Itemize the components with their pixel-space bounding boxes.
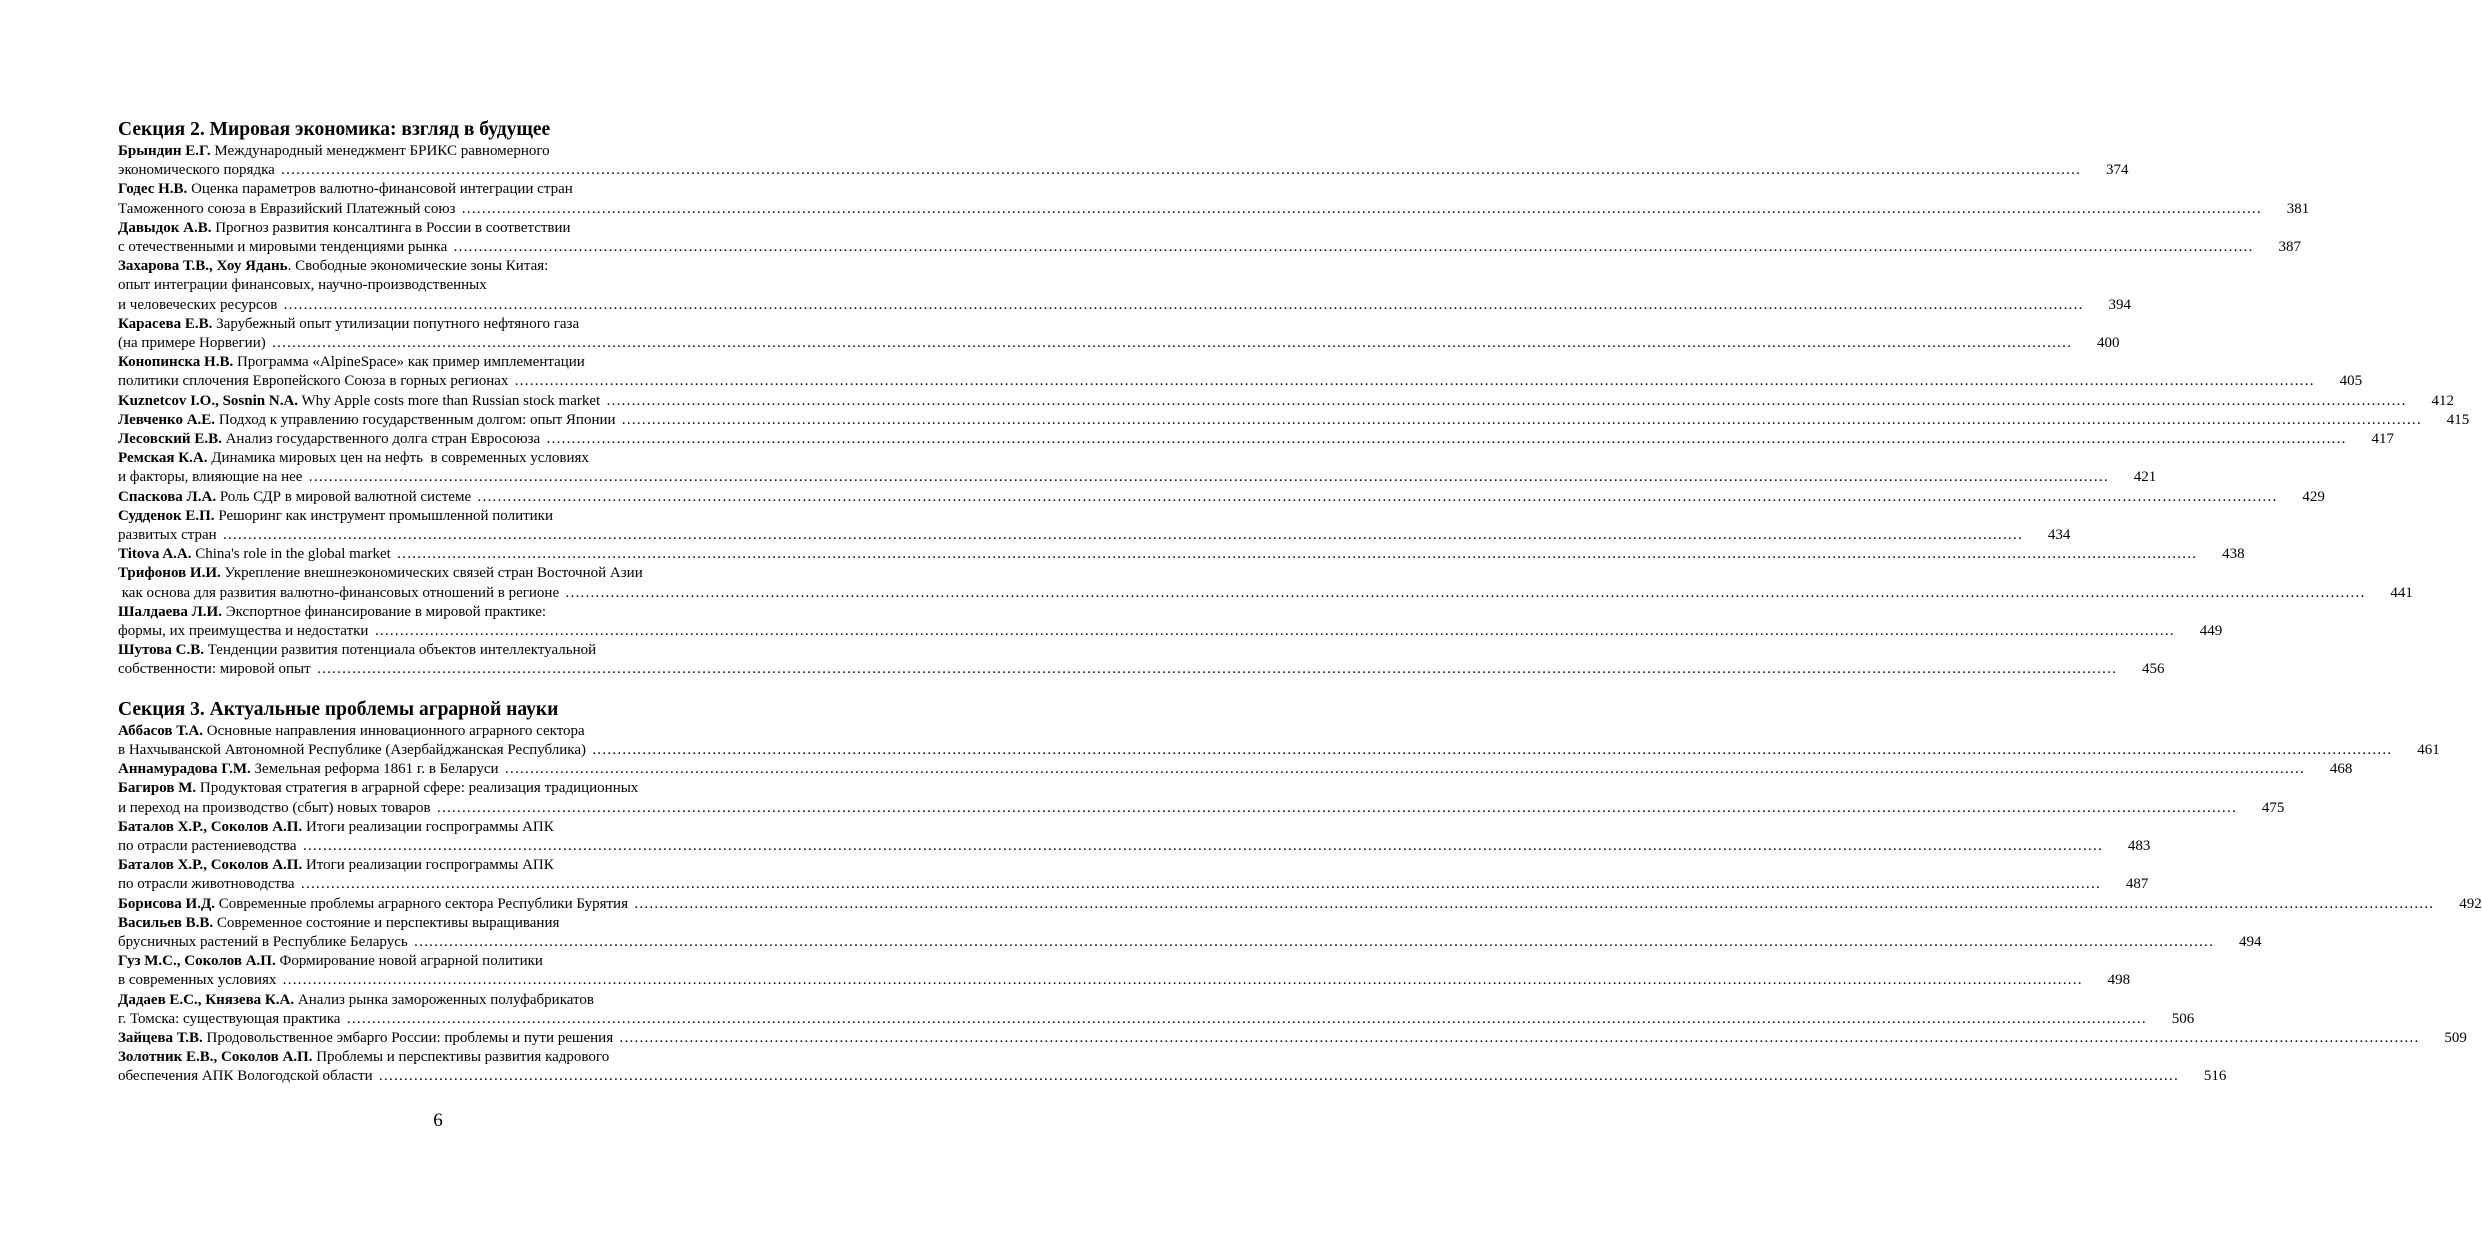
- entry-line: [118, 219, 758, 238]
- dot-leader: ………………………………………………………………………………………………………………………………………………………………………………………………………………………………………………………………………………………………………………………………: [591, 741, 2392, 758]
- entry-author: Дадаев Е.С., Князева К.А.: [118, 991, 295, 1008]
- entry-author: Давыдок А.В.: [118, 219, 212, 236]
- entry-page-number: 475: [2261, 799, 2285, 816]
- entry-title-text: Зарубежный опыт утилизации попутного нефтяного газа: [212, 315, 580, 332]
- dot-leader: ………………………………………………………………………………………………………………………………………………………………………………………………………………………………………………………………………………………………………………………………: [605, 392, 2406, 409]
- entry-title-text: Продовольственное эмбарго России: проблемы и пути решения: [202, 1029, 617, 1046]
- entry-line: [118, 722, 758, 741]
- entry-title-text: Итоги реализации госпрограммы АПК: [302, 818, 554, 835]
- entry-author: Аббасов Т.А.: [118, 722, 204, 739]
- dot-leader: ………………………………………………………………………………………………………………………………………………………………………………………………………………………………………………………………………………………………………………………………: [618, 1029, 2419, 1046]
- entry-page-number: 387: [2278, 239, 2301, 256]
- toc-entry: [118, 564, 2413, 602]
- dot-leader: ………………………………………………………………………………………………………………………………………………………………………………………………………………………………………………………………………………………………………………………………: [621, 411, 2422, 428]
- entry-title-text: Современное состояние и перспективы выращивания: [213, 914, 560, 931]
- dot-leader: ………………………………………………………………………………………………………………………………………………………………………………………………………………………………………………………………………………………………………………………………: [436, 799, 2237, 816]
- toc-entry: [118, 818, 2151, 856]
- entry-author: Titova A.A.: [118, 546, 192, 563]
- entry-page-number: 434: [2047, 527, 2071, 544]
- section-title: Секция 3. Актуальные проблемы аграрной науки: [118, 698, 559, 720]
- entry-author: Васильев В.В.: [118, 914, 214, 931]
- entry-title-text: в современных условиях: [118, 972, 281, 989]
- entry-title-text: Укрепление внешнеэкономических связей стран Восточной Азии: [220, 565, 643, 582]
- entry-line: [118, 641, 758, 660]
- entry-line: [118, 564, 758, 583]
- toc-entry: [118, 488, 2325, 507]
- entry-page-number: 400: [2096, 335, 2120, 352]
- entry-line: [118, 353, 758, 372]
- dot-leader: ………………………………………………………………………………………………………………………………………………………………………………………………………………………………………………………………………………………………………………………………: [346, 1010, 2147, 1027]
- entry-line: [118, 468, 2157, 487]
- dot-leader: ………………………………………………………………………………………………………………………………………………………………………………………………………………………………………………………………………………………………………………………………: [374, 623, 2175, 640]
- entry-line: [118, 200, 2310, 219]
- entry-title-text: Земельная реформа 1861 г. в Беларуси: [250, 761, 503, 778]
- entry-line: [118, 276, 758, 295]
- entry-author: Золотник Е.В., Соколов А.П.: [118, 1049, 313, 1066]
- dot-leader: ………………………………………………………………………………………………………………………………………………………………………………………………………………………………………………………………………………………………………………………………: [378, 1068, 2179, 1085]
- entry-title-text: г. Томска: существующая практика: [118, 1010, 345, 1027]
- dot-leader: ………………………………………………………………………………………………………………………………………………………………………………………………………………………………………………………………………………………………………………………………: [282, 972, 2083, 989]
- toc-section: [118, 698, 2482, 1087]
- entry-title-text: (на примере Норвегии): [118, 335, 270, 352]
- toc-entry: [118, 1029, 2467, 1048]
- dot-leader: ………………………………………………………………………………………………………………………………………………………………………………………………………………………………………………………………………………………………………………………………: [413, 933, 2214, 950]
- entry-title-text: и человеческих ресурсов: [118, 296, 282, 313]
- toc-entry: [118, 895, 2482, 914]
- entry-title-text: в Нахчыванской Автономной Республике (Азербайджанская Республика): [118, 741, 590, 758]
- toc-entry: [118, 507, 2071, 545]
- entry-author: Спаскова Л.А.: [118, 488, 217, 505]
- entry-author: Борисова И.Д.: [118, 895, 216, 912]
- dot-leader: ………………………………………………………………………………………………………………………………………………………………………………………………………………………………………………………………………………………………………………………………: [283, 296, 2084, 313]
- entry-title-text: собственности: мировой опыт: [118, 661, 315, 678]
- entry-line: [118, 875, 2149, 894]
- entry-title-text: как основа для развития валютно-финансовых отношений в регионе: [118, 584, 563, 601]
- entry-author: Трифонов И.И.: [118, 565, 221, 582]
- entry-title-text: China's role in the global market: [191, 546, 395, 563]
- entry-line: [118, 161, 2129, 180]
- toc-entry: [118, 760, 2353, 779]
- dot-leader: ………………………………………………………………………………………………………………………………………………………………………………………………………………………………………………………………………………………………………………………………: [280, 162, 2081, 179]
- entry-line: [118, 818, 758, 837]
- entry-page-number: 449: [2199, 623, 2223, 640]
- toc-entry: [118, 641, 2165, 679]
- entry-line: [118, 603, 758, 622]
- toc-entry: [118, 779, 2285, 817]
- entry-title-text: . Свободные экономические зоны Китая:: [287, 258, 549, 275]
- entry-title-text: Why Apple costs more than Russian stock market: [298, 392, 604, 409]
- entry-title-text: Проблемы и перспективы развития кадрового: [312, 1049, 610, 1066]
- entry-title-text: Прогноз развития консалтинга в России в соответствии: [211, 219, 571, 236]
- entry-line: [118, 837, 2151, 856]
- entry-line: [118, 545, 2245, 564]
- entry-page-number: 483: [2127, 837, 2151, 854]
- entry-title-text: Оценка параметров валютно-финансовой интеграции стран: [187, 181, 573, 198]
- entry-title-text: брусничных растений в Республике Беларусь: [118, 933, 412, 950]
- entry-author: Аннамурадова Г.М.: [118, 761, 251, 778]
- entry-author: Левченко А.Е.: [118, 411, 216, 428]
- entry-page-number: 498: [2107, 972, 2131, 989]
- entry-title-text: Таможенного союза в Евразийский Платежный союз: [118, 200, 460, 217]
- entry-line: [118, 660, 2165, 679]
- section-title: Секция 2. Мировая экономика: взгляд в будущее: [118, 119, 551, 140]
- entry-page-number: 412: [2431, 392, 2454, 409]
- entry-line: [118, 257, 758, 276]
- entry-author: Баталов Х.Р., Соколов А.П.: [118, 857, 303, 874]
- entry-line: [118, 799, 2285, 818]
- entry-page-number: 456: [2141, 661, 2165, 678]
- entry-line: [118, 779, 758, 798]
- entry-page-number: 374: [2106, 162, 2129, 179]
- entry-author: Гуз М.С., Соколов А.П.: [118, 953, 276, 970]
- toc-entry: [118, 353, 2363, 391]
- entry-page-number: 461: [2417, 741, 2440, 758]
- entry-author: Судденок Е.П.: [118, 507, 215, 524]
- toc-entry: [118, 315, 2120, 353]
- entry-line: [118, 856, 758, 875]
- entry-title-text: по отрасли растениеводства: [118, 837, 301, 854]
- dot-leader: ………………………………………………………………………………………………………………………………………………………………………………………………………………………………………………………………………………………………………………………………: [302, 837, 2103, 854]
- entry-line: [118, 991, 758, 1010]
- dot-leader: ………………………………………………………………………………………………………………………………………………………………………………………………………………………………………………………………………………………………………………………………: [300, 876, 2101, 893]
- toc-entry: [118, 430, 2394, 449]
- entry-page-number: 415: [2446, 411, 2470, 428]
- entry-title-text: Программа «AlpineSpace» как пример имплементации: [233, 354, 585, 371]
- toc-entry: [118, 257, 2132, 315]
- dot-leader: ………………………………………………………………………………………………………………………………………………………………………………………………………………………………………………………………………………………………………………………………: [461, 200, 2262, 217]
- toc-entry: [118, 722, 2440, 760]
- entry-title-text: опыт интеграции финансовых, научно-производственных: [118, 277, 487, 294]
- toc-entry: [118, 603, 2223, 641]
- dot-leader: ………………………………………………………………………………………………………………………………………………………………………………………………………………………………………………………………………………………………………………………………: [222, 527, 2023, 544]
- entry-author: Ремская К.А.: [118, 450, 208, 467]
- entry-title-text: Итоги реализации госпрограммы АПК: [302, 857, 554, 874]
- toc-entry: [118, 991, 2195, 1029]
- entry-line: [118, 315, 758, 334]
- entry-title-text: Современные проблемы аграрного сектора Республики Бурятия: [215, 895, 632, 912]
- entry-author: Карасева Е.В.: [118, 315, 213, 332]
- toc-entry: [118, 1048, 2227, 1086]
- toc-entry: [118, 142, 2129, 180]
- entry-page-number: 516: [2203, 1068, 2227, 1085]
- entry-line: [118, 895, 2482, 914]
- entry-line: [118, 760, 2353, 779]
- entry-page-number: 421: [2133, 469, 2157, 486]
- entry-title-text: политики сплочения Европейского Союза в горных регионах: [118, 373, 513, 390]
- entry-page-number: 487: [2125, 876, 2149, 893]
- entry-page-number: 394: [2108, 296, 2132, 313]
- entry-title-text: развитых стран: [118, 527, 221, 544]
- table-of-contents: [118, 118, 2482, 1087]
- toc-entry: [118, 219, 2301, 257]
- entry-line: [118, 914, 758, 933]
- entry-title-text: экономического порядка: [118, 162, 279, 179]
- entry-title-text: Анализ рынка замороженных полуфабрикатов: [294, 991, 594, 1008]
- entry-line: [118, 142, 758, 161]
- dot-leader: ………………………………………………………………………………………………………………………………………………………………………………………………………………………………………………………………………………………………………………………………: [316, 661, 2117, 678]
- entry-title-text: и переход на производство (сбыт) новых товаров: [118, 799, 435, 816]
- entry-author: Захарова Т.В., Хоу Ядань: [118, 258, 288, 275]
- entry-title-text: Продуктовая стратегия в аграрной сфере: реализация традиционных: [196, 780, 639, 797]
- toc-section: [118, 118, 2470, 680]
- entry-line: [118, 180, 758, 199]
- dot-leader: ………………………………………………………………………………………………………………………………………………………………………………………………………………………………………………………………………………………………………………………………: [271, 335, 2072, 352]
- entry-line: [118, 741, 2440, 760]
- entry-line: [118, 334, 2120, 353]
- entry-title-text: Анализ государственного долга стран Евросоюза: [221, 431, 544, 448]
- page-number: 6: [433, 1110, 443, 1131]
- toc-entry: [118, 856, 2149, 894]
- entry-author: Баталов Х.Р., Соколов А.П.: [118, 818, 303, 835]
- entry-line: [118, 584, 2413, 603]
- dot-leader: ………………………………………………………………………………………………………………………………………………………………………………………………………………………………………………………………………………………………………………………………: [396, 546, 2197, 563]
- toc-entry: [118, 449, 2157, 487]
- entry-title-text: Экспортное финансирование в мировой практике:: [221, 603, 547, 620]
- toc-entry: [118, 411, 2470, 430]
- entry-title-text: с отечественными и мировыми тенденциями рынка: [118, 239, 451, 256]
- entry-title-text: и факторы, влияющие на нее: [118, 469, 307, 486]
- entry-author: Kuznetcov I.O., Sosnin N.A.: [118, 392, 299, 409]
- entry-page-number: 438: [2222, 546, 2245, 563]
- dot-leader: ………………………………………………………………………………………………………………………………………………………………………………………………………………………………………………………………………………………………………………………………: [514, 373, 2315, 390]
- entry-author: Багиров М.: [118, 780, 197, 797]
- entry-author: Зайцева Т.В.: [118, 1029, 203, 1046]
- entry-line: [118, 392, 2454, 411]
- dot-leader: ………………………………………………………………………………………………………………………………………………………………………………………………………………………………………………………………………………………………………………………………: [504, 761, 2305, 778]
- entry-title-text: формы, их преимущества и недостатки: [118, 623, 373, 640]
- toc-entry: [118, 392, 2454, 411]
- entry-author: Лесовский Е.В.: [118, 431, 222, 448]
- dot-leader: ………………………………………………………………………………………………………………………………………………………………………………………………………………………………………………………………………………………………………………………………: [308, 469, 2109, 486]
- entry-author: Шутова С.В.: [118, 642, 204, 659]
- entry-title-text: Решоринг как инструмент промышленной политики: [214, 507, 553, 524]
- entry-author: Конопинска Н.В.: [118, 354, 234, 371]
- entry-page-number: 506: [2171, 1010, 2195, 1027]
- entry-line: [118, 411, 2470, 430]
- toc-entry: [118, 545, 2245, 564]
- entry-line: [118, 1010, 2195, 1029]
- entry-author: Брындин Е.Г.: [118, 143, 211, 159]
- entry-page-number: 441: [2390, 584, 2413, 601]
- entry-line: [118, 1067, 2227, 1086]
- entry-line: [118, 952, 758, 971]
- entry-page-number: 429: [2302, 488, 2325, 505]
- dot-leader: ………………………………………………………………………………………………………………………………………………………………………………………………………………………………………………………………………………………………………………………………: [452, 239, 2253, 256]
- entry-line: [118, 1048, 758, 1067]
- entry-page-number: 492: [2459, 895, 2482, 912]
- dot-leader: ………………………………………………………………………………………………………………………………………………………………………………………………………………………………………………………………………………………………………………………………: [633, 895, 2434, 912]
- entry-page-number: 381: [2286, 200, 2310, 217]
- entry-title-text: Динамика мировых цен на нефть в современных условиях: [207, 450, 589, 467]
- entry-page-number: 468: [2329, 761, 2353, 778]
- entry-line: [118, 622, 2223, 641]
- entry-title-text: Подход к управлению государственным долгом: опыт Японии: [215, 411, 620, 428]
- entry-page-number: 494: [2238, 933, 2262, 950]
- entry-page-number: 405: [2339, 373, 2363, 390]
- entry-page-number: 509: [2444, 1029, 2467, 1046]
- entry-line: [118, 430, 2394, 449]
- entry-line: [118, 1029, 2467, 1048]
- toc-entry: [118, 180, 2310, 218]
- entry-title-text: обеспечения АПК Вологодской области: [118, 1068, 377, 1085]
- dot-leader: ………………………………………………………………………………………………………………………………………………………………………………………………………………………………………………………………………………………………………………………………: [564, 584, 2365, 601]
- entry-title-text: по отрасли животноводства: [118, 876, 299, 893]
- entry-page-number: 417: [2371, 431, 2394, 448]
- entry-line: [118, 488, 2325, 507]
- entry-title-text: Международный менеджмент БРИКС равномерного: [210, 143, 550, 159]
- entry-line: [118, 507, 758, 526]
- entry-title-text: Роль СДР в мировой валютной системе: [216, 488, 475, 505]
- entry-line: [118, 296, 2132, 315]
- entry-title-text: Формирование новой аграрной политики: [275, 953, 543, 970]
- toc-entry: [118, 914, 2262, 952]
- dot-leader: ………………………………………………………………………………………………………………………………………………………………………………………………………………………………………………………………………………………………………………………………: [476, 488, 2277, 505]
- entry-line: [118, 449, 758, 468]
- entry-title-text: Основные направления инновационного аграрного сектора: [203, 722, 585, 739]
- dot-leader: ………………………………………………………………………………………………………………………………………………………………………………………………………………………………………………………………………………………………………………………………: [545, 431, 2346, 448]
- entry-line: [118, 971, 2131, 990]
- entry-line: [118, 238, 2301, 257]
- toc-entry: [118, 952, 2131, 990]
- entry-author: Шалдаева Л.И.: [118, 603, 222, 620]
- entry-author: Годес Н.В.: [118, 181, 188, 198]
- entry-line: [118, 526, 2071, 545]
- entry-title-text: Тенденции развития потенциала объектов интеллектуальной: [203, 642, 597, 659]
- entry-line: [118, 933, 2262, 952]
- entry-line: [118, 372, 2363, 391]
